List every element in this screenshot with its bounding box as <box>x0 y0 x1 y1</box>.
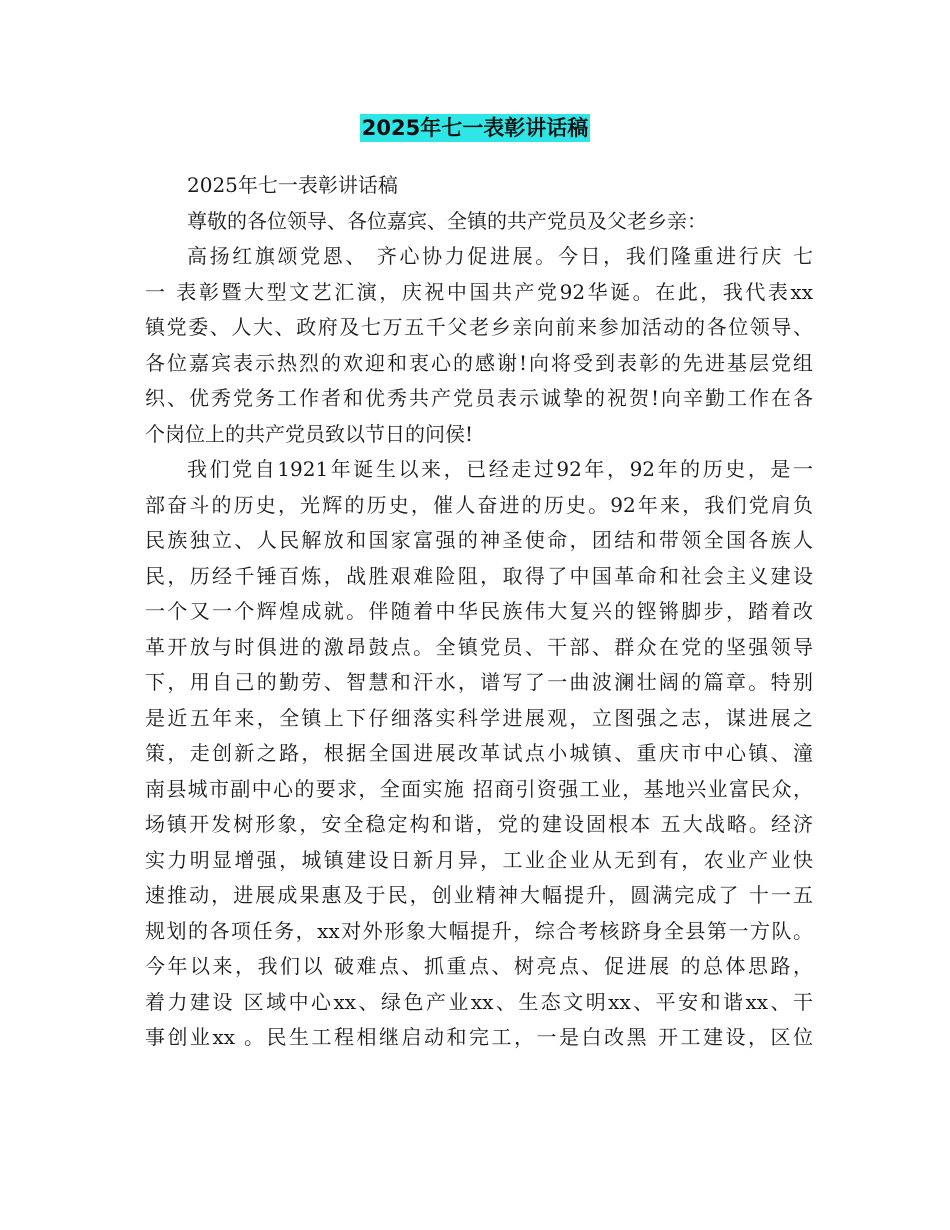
body-line: 2025年七一表彰讲话稿 <box>187 173 398 197</box>
body-line: 一 表彰暨大型文艺汇演，庆祝中国共产党92华诞。在此，我代表xx <box>145 279 813 304</box>
body-line: 实力明显增强，城镇建设日新月异，工业企业从无到有，农业产业快 <box>145 847 813 872</box>
body-line: 镇党委、人大、政府及七万五千父老乡亲向前来参加活动的各位领导、 <box>145 315 813 339</box>
body-line: 一个又一个辉煌成就。伴随着中华民族伟大复兴的铿锵脚步，踏着改 <box>145 599 813 623</box>
body-line: 革开放与时俱进的激昂鼓点。全镇党员、干部、群众在党的坚强领导 <box>145 634 813 659</box>
body-line: 是近五年来，全镇上下仔细落实科学进展观，立图强之志，谋进展之 <box>145 705 813 730</box>
body-line: 各位嘉宾表示热烈的欢迎和衷心的感谢!向将受到表彰的先进基层党组 <box>145 350 813 375</box>
body-line: 规划的各项任务，xx对外形象大幅提升，综合考核跻身全县第一方队。 <box>145 918 813 943</box>
body-line: 我们党自1921年诞生以来，已经走过92年，92年的历史，是一 <box>187 457 813 481</box>
body-line: 南县城市副中心的要求，全面实施 招商引资强工业，基地兴业富民众， <box>145 776 813 801</box>
body-line: 事创业xx 。民生工程相继启动和完工，一是白改黑 开工建设，区位 <box>145 1025 813 1049</box>
document-title: 2025年七一表彰讲话稿 <box>361 116 589 140</box>
document-body <box>145 168 813 1056</box>
body-line: 织、优秀党务工作者和优秀共产党员表示诚挚的祝贺!向辛勤工作在各 <box>145 386 813 410</box>
body-line: 高扬红旗颂党恩、 齐心协力促进展。今日，我们隆重进行庆 七 <box>187 244 813 268</box>
body-line: 部奋斗的历史，光辉的历史，催人奋进的历史。92年来，我们党肩负 <box>145 492 813 517</box>
body-line: 下，用自己的勤劳、智慧和汗水，谱写了一曲波澜壮阔的篇章。特别 <box>145 670 813 694</box>
body-line: 场镇开发树形象，安全稳定构和谐，党的建设固根本 五大战略。经济 <box>145 812 813 836</box>
body-line: 个岗位上的共产党员致以节日的问侯! <box>145 421 474 446</box>
title-wrap <box>0 114 950 142</box>
body-line: 策，走创新之路，根据全国进展改革试点小城镇、重庆市中心镇、潼 <box>145 741 813 765</box>
body-line: 民族独立、人民解放和国家富强的神圣使命，团结和带领全国各族人 <box>145 528 813 552</box>
body-line: 速推动，进展成果惠及于民，创业精神大幅提升，圆满完成了 十一五 <box>145 883 813 907</box>
body-line: 尊敬的各位领导、各位嘉宾、全镇的共产党员及父老乡亲： <box>187 208 707 233</box>
body-line: 民，历经千锤百炼，战胜艰难险阻，取得了中国革命和社会主义建设 <box>145 563 813 588</box>
body-line: 今年以来，我们以 破难点、抓重点、树亮点、促进展 的总体思路， <box>145 954 813 978</box>
body-line: 着力建设 区域中心xx、绿色产业xx、生态文明xx、平安和谐xx、干 <box>145 989 813 1014</box>
